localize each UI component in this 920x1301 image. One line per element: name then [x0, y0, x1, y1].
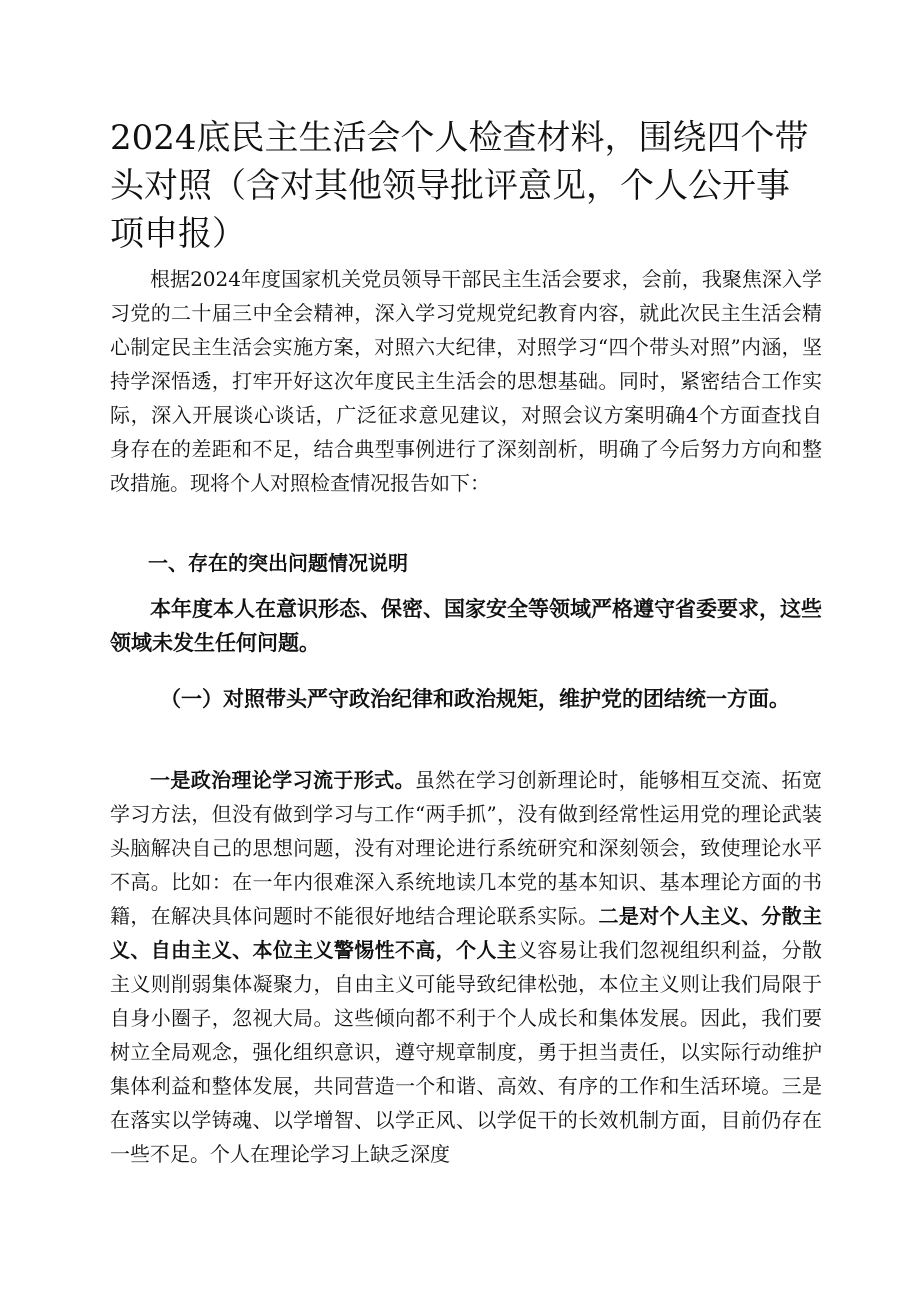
intro-paragraph: 根据2024年度国家机关党员领导干部民主生活会要求，会前，我聚焦深入学习党的二十届三中全会精神，深入学习党规党纪教育内容，就此次民主生活会精心制定民主生活会实施方案，对照六大纪律，对照学习“四个带头对照”内涵，坚持学深悟透，打牢开好这次年度民主生活会的思想基础。同时，紧密结合工作实际，深入开展谈心谈话，广泛征求意见建议，对照会议方案明确4个方面查找自身存在的差距和不足，结合典型事例进行了深刻剖析，明确了今后努力方向和整改措施。现将个人对照检查情况报告如下： [110, 267, 822, 495]
point2-text: 义容易让我们忽视组织利益，分散主义则削弱集体凝聚力，自由主义可能导致纪律松弛，本位主义则让我们局限于自身小圈子，忽视大局。这些倾向都不利于个人成长和集体发展。因此，我们要树立全局观念，强化组织意识，遵守规章制度，勇于担当责任，以实际行动维护集体利益和整体发展，共同营造一个和谐、高效、有序的工作和生活环境。三是在落实以学铸魂、以学增智、以学正风、以学促干的长效机制方面，目前仍存在一些不足。个人在理论学习上缺乏深度 [110, 938, 823, 1166]
problems-paragraph [110, 763, 822, 1171]
section-heading: 一、存在的突出问题情况说明 [148, 551, 408, 575]
subsection-heading: （一）对照带头严守政治纪律和政治规矩，维护党的团结统一方面。 [160, 686, 790, 711]
point1-text: 虽然在学习创新理论时，能够相互交流、拓宽学习方法，但没有做到学习与工作“两手抓”，没有做到经常性运用党的理论武装头脑解决自己的思想问题，没有对理论进行系统研究和深刻领会，致使理论水平不高。比如：在一年内很难深入系统地读几本党的基本知识、基本理论方面的书籍，在解决具体问题时不能很好地结合理论联系实际。 [110, 768, 822, 928]
document-title: 2024底民主生活会个人检查材料，围绕四个带头对照（含对其他领导批评意见，个人公开事项申报） [110, 118, 809, 254]
point2-lead: 二是对个人主义、分散主义、自由主义、本位主义警惕性不高，个人主 [110, 904, 823, 962]
compliance-statement: 本年度本人在意识形态、保密、国家安全等领域严格遵守省委要求，这些领域未发生任何问题。 [110, 596, 822, 655]
point1-lead: 一是政治理论学习流于形式。 [150, 768, 415, 792]
